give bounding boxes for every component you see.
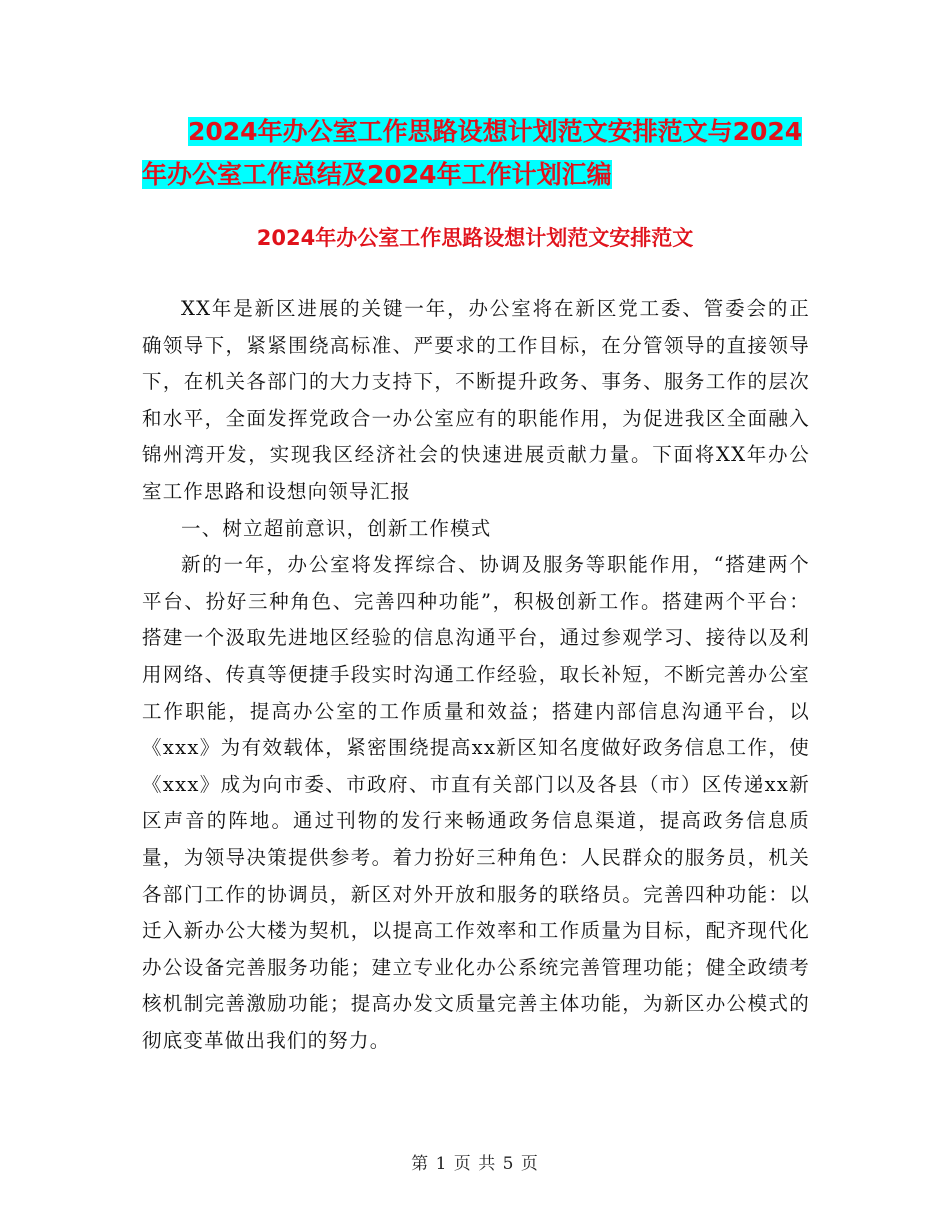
- paragraph-intro: XX年是新区进展的关键一年，办公室将在新区党工委、管委会的正确领导下，紧紧围绕高标准、严要求的工作目标，在分管领导的直接领导下，在机关各部门的大力支持下，不断提升政务、事务、服务工作的层次和水平，全面发挥党政合一办公室应有的职能作用，为促进我区全面融入锦州湾开发，实现我区经济社会的快速进展贡献力量。下面将XX年办公室工作思路和设想向领导汇报: [142, 297, 810, 503]
- section-title: 2024年办公室工作思路设想计划范文安排范文: [256, 226, 694, 250]
- title-line-2: [142, 153, 822, 196]
- paragraph-heading-1: 一、树立超前意识，创新工作模式: [181, 516, 492, 540]
- document-title: [142, 110, 822, 196]
- title-highlight-2: 年办公室工作总结及2024年工作计划汇编: [142, 160, 612, 189]
- document-body: [142, 291, 810, 1059]
- paragraph-content-1: 新的一年，办公室将发挥综合、协调及服务等职能作用，“搭建两个平台、扮好三种角色、完善四种功能”，积极创新工作。搭建两个平台：搭建一个汲取先进地区经验的信息沟通平台，通过参观学习、接待以及利用网络、传真等便捷手段实时沟通工作经验，取长补短，不断完善办公室工作职能，提高办公室的工作质量和效益；搭建内部信息沟通平台，以《xxx》为有效载体，紧密围绕提高xx新区知名度做好政务信息工作，使《xxx》成为向市委、市政府、市直有关部门以及各县（市）区传递xx新区声音的阵地。通过刊物的发行来畅通政务信息渠道，提高政务信息质量，为领导决策提供参考。着力扮好三种角色：人民群众的服务员，机关各部门工作的协调员，新区对外开放和服务的联络员。完善四种功能：以迁入新办公大楼为契机，以提高工作效率和工作质量为目标，配齐现代化办公设备完善服务功能；建立专业化办公系统完善管理功能；健全政绩考核机制完善激励功能；提高办发文质量完善主体功能，为新区办公模式的彻底变革做出我们的努力。: [142, 553, 810, 1052]
- title-highlight-1: 2024年办公室工作思路设想计划范文安排范文与2024: [188, 117, 803, 146]
- title-line-1: [142, 110, 822, 153]
- page-footer: 第 1 页 共 5 页: [411, 1154, 539, 1174]
